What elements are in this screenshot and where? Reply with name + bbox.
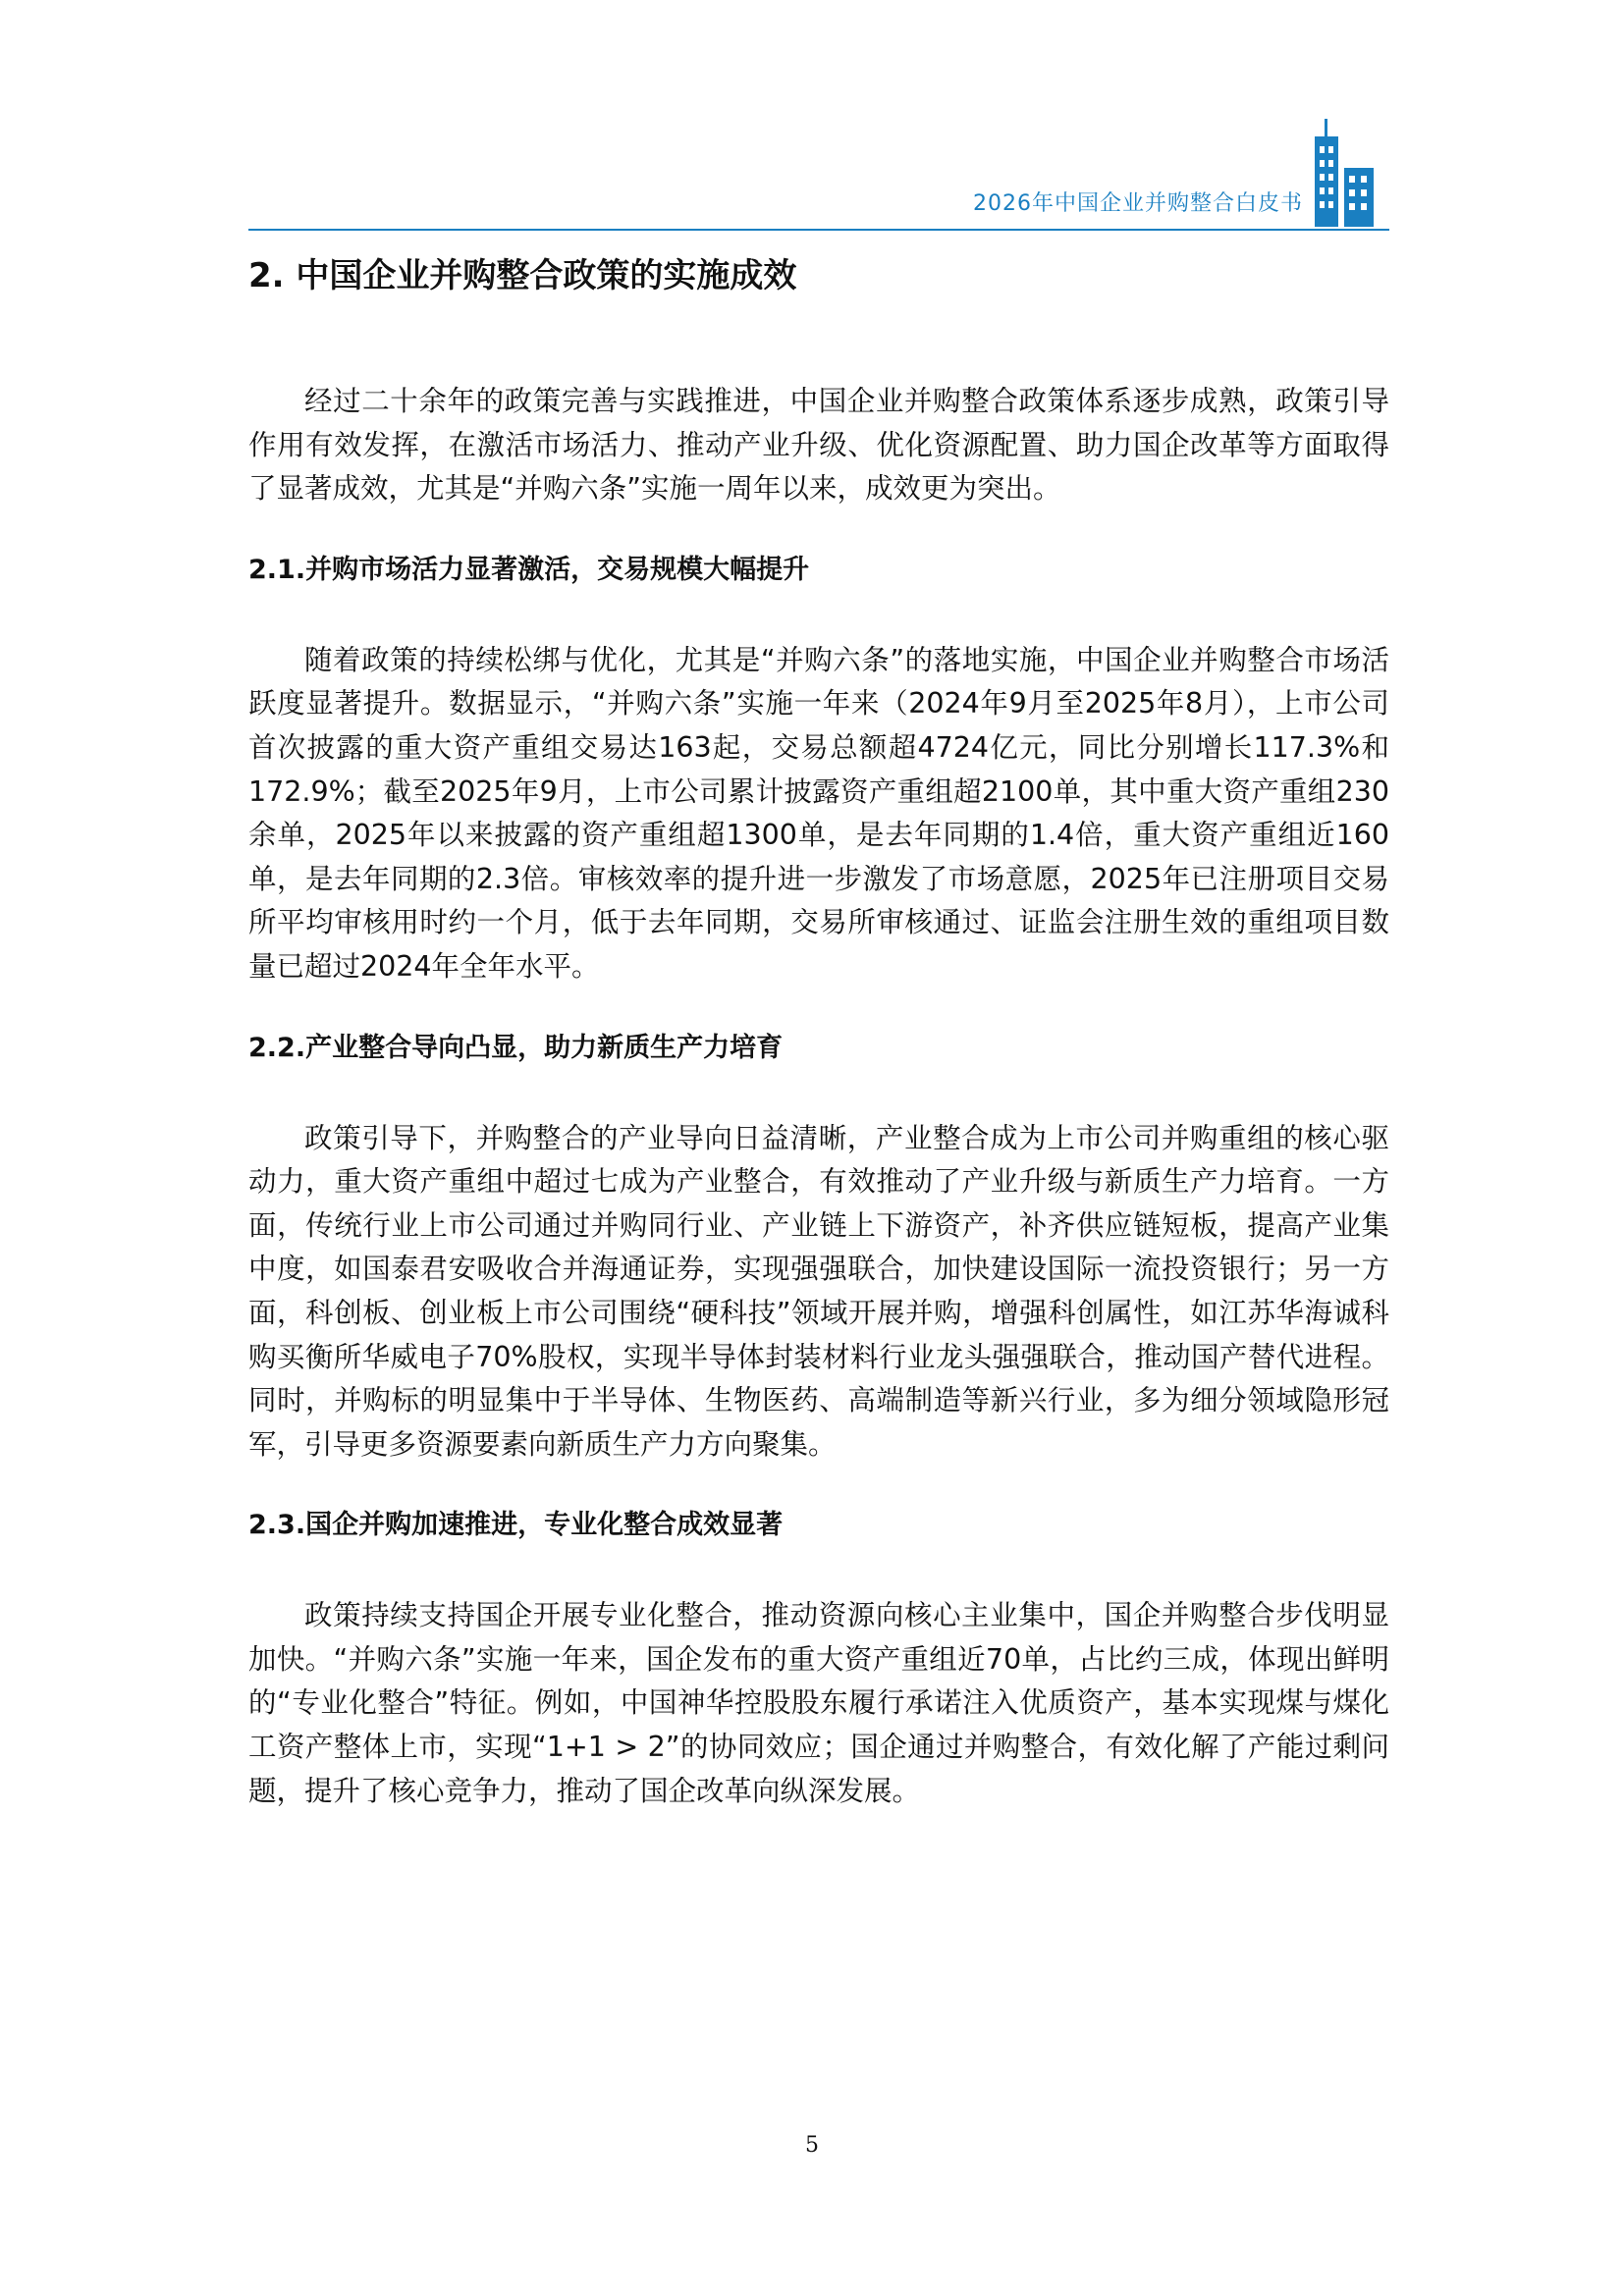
- subsection-title-2-3: 2.3.国企并购加速推进，专业化整合成效显著: [248, 1510, 784, 1541]
- page-content: [248, 250, 1389, 1850]
- building-icon: [1305, 119, 1383, 227]
- subsection-body-2-3: 政策持续支持国企开展专业化整合，推动资源向核心主业集中，国企并购整合步伐明显加快。“并购六条”实施一年来，国企发布的重大资产重组近70单，占比约三成，体现出鲜明的“专业化整合”特征。例如，中国神华控股股东履行承诺注入优质资产，基本实现煤与煤化工资产整体上市，实现“1+1 > 2”的协同效应；国企通过并购整合，有效化解了产能过剩问题，提升了核心竞争力，推动了国企改革向纵深发展。: [248, 1599, 1389, 1807]
- subsection-title-2-1: 2.1.并购市场活力显著激活，交易规模大幅提升: [248, 554, 810, 585]
- header-divider: [248, 229, 1389, 231]
- subsection-title-2-2: 2.2.产业整合导向凸显，助力新质生产力培育: [248, 1032, 784, 1063]
- section-intro-paragraph: 经过二十余年的政策完善与实践推进，中国企业并购整合政策体系逐步成熟，政策引导作用有效发挥，在激活市场活力、推动产业升级、优化资源配置、助力国企改革等方面取得了显著成效，尤其是“并购六条”实施一周年以来，成效更为突出。: [248, 385, 1389, 506]
- page-header: [248, 108, 1389, 231]
- subsection-body-2-1: 随着政策的持续松绑与优化，尤其是“并购六条”的落地实施，中国企业并购整合市场活跃度显著提升。数据显示，“并购六条”实施一年来（2024年9月至2025年8月），上市公司首次披露的重大资产重组交易达163起，交易总额超4724亿元，同比分别增长117.3%和172.9%；截至2025年9月，上市公司累计披露资产重组超2100单，其中重大资产重组230余单，2025年以来披露的资产重组超1300单，是去年同期的1.4倍，重大资产重组近160单，是去年同期的2.3倍。审核效率的提升进一步激发了市场意愿，2025年已注册项目交易所平均审核用时约一个月，低于去年同期，交易所审核通过、证监会注册生效的重组项目数量已超过2024年全年水平。: [248, 643, 1389, 983]
- subsection-body-2-2: 政策引导下，并购整合的产业导向日益清晰，产业整合成为上市公司并购重组的核心驱动力，重大资产重组中超过七成为产业整合，有效推动了产业升级与新质生产力培育。一方面，传统行业上市公司通过并购同行业、产业链上下游资产，补齐供应链短板，提高产业集中度，如国泰君安吸收合并海通证券，实现强强联合，加快建设国际一流投资银行；另一方面，科创板、创业板上市公司围绕“硬科技”领域开展并购，增强科创属性，如江苏华海诚科购买衡所华威电子70%股权，实现半导体封装材料行业龙头强强联合，推动国产替代进程。同时，并购标的明显集中于半导体、生物医药、高端制造等新兴行业，多为细分领域隐形冠军，引导更多资源要素向新质生产力方向聚集。: [248, 1121, 1389, 1461]
- page-number: 5: [805, 2133, 819, 2158]
- header-title: 2026年中国企业并购整合白皮书: [973, 191, 1303, 216]
- section-title: 2. 中国企业并购整合政策的实施成效: [248, 256, 797, 295]
